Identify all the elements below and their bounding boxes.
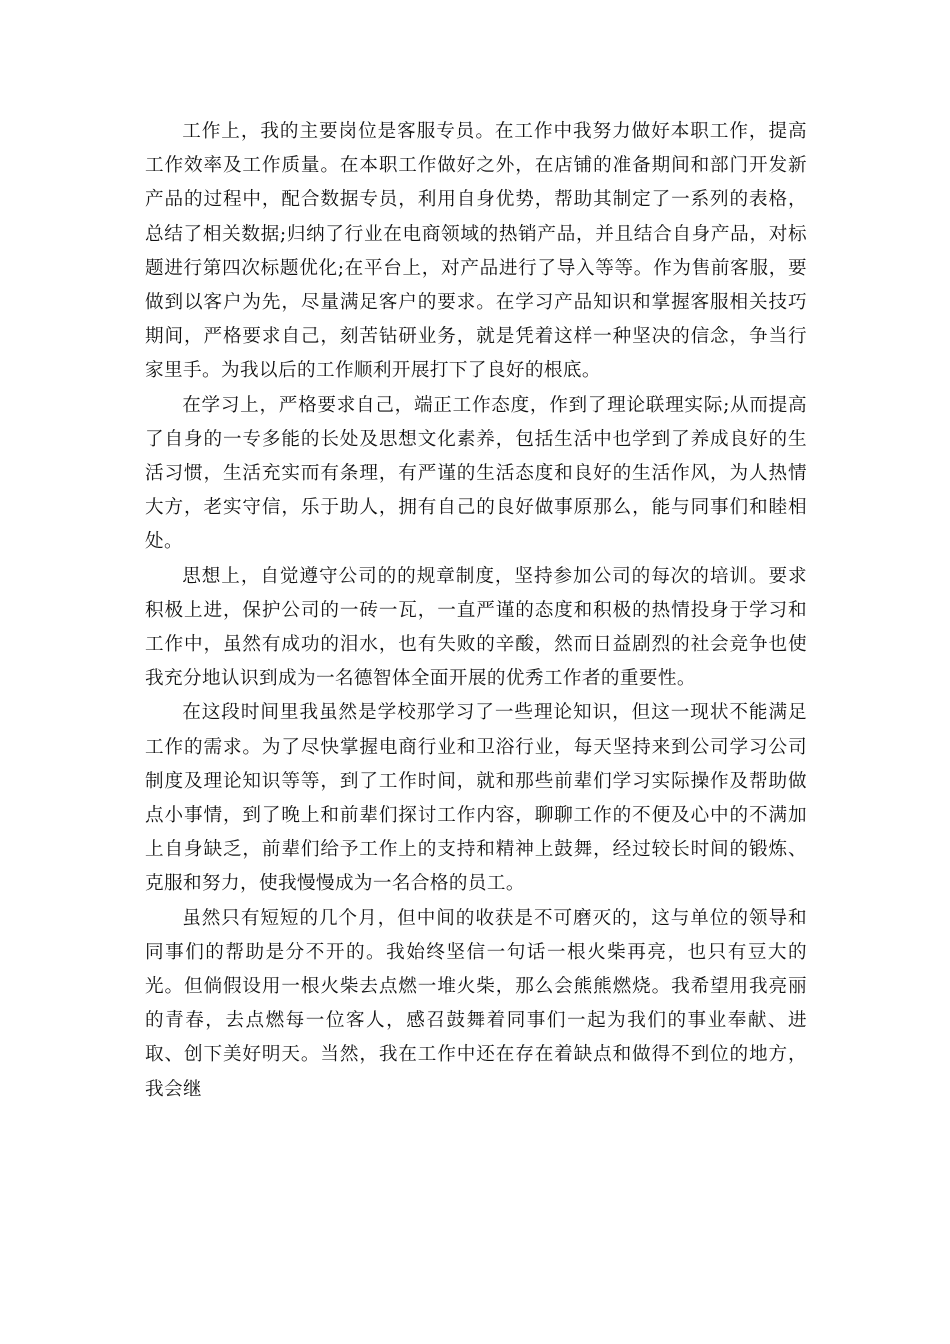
paragraph-gains: 虽然只有短短的几个月，但中间的收获是不可磨灭的，这与单位的领导和同事们的帮助是分不开的。我始终坚信一句话一根火柴再亮，也只有豆大的光。但倘假设用一根火柴去点燃一堆火柴，那么会熊熊燃烧。我希望用我亮丽的青春，去点燃每一位客人，感召鼓舞着同事们一起为我们的事业奉献、进取、创下美好明天。当然，我在工作中还在存在着缺点和做得不到位的地方，我会继 xyxy=(145,907,807,1100)
document-body xyxy=(145,115,807,1107)
paragraph-period: 在这段时间里我虽然是学校那学习了一些理论知识，但这一现状不能满足工作的需求。为了尽快掌握电商行业和卫浴行业，每天坚持来到公司学习公司制度及理论知识等等，到了工作时间，就和那些前辈们学习实际操作及帮助做点小事情，到了晚上和前辈们探讨工作内容，聊聊工作的不便及心中的不满加上自身缺乏，前辈们给予工作上的支持和精神上鼓舞，经过较长时间的锻炼、克服和努力，使我慢慢成为一名合格的员工。 xyxy=(145,702,807,895)
paragraph-work: 工作上，我的主要岗位是客服专员。在工作中我努力做好本职工作，提高工作效率及工作质量。在本职工作做好之外，在店铺的准备期间和部门开发新产品的过程中，配合数据专员，利用自身优势，帮助其制定了一系列的表格，总结了相关数据;归纳了行业在电商领域的热销产品，并且结合自身产品，对标题进行第四次标题优化;在平台上，对产品进行了导入等等。作为售前客服，要做到以客户为先，尽量满足客户的要求。在学习产品知识和掌握客服相关技巧期间，严格要求自己，刻苦钻研业务，就是凭着这样一种坚决的信念，争当行家里手。为我以后的工作顺利开展打下了良好的根底。 xyxy=(145,121,807,382)
paragraph-thought: 思想上，自觉遵守公司的的规章制度，坚持参加公司的每次的培训。要求积极上进，保护公司的一砖一瓦，一直严谨的态度和积极的热情投身于学习和工作中，虽然有成功的泪水，也有失败的辛酸，然而日益剧烈的社会竞争也使我充分地认识到成为一名德智体全面开展的优秀工作者的重要性。 xyxy=(145,565,807,690)
paragraph-study: 在学习上，严格要求自己，端正工作态度，作到了理论联理实际;从而提高了自身的一专多能的长处及思想文化素养，包括生活中也学到了养成良好的生活习惯，生活充实而有条理，有严谨的生活态度和良好的生活作风，为人热情大方，老实守信，乐于助人，拥有自己的良好做事原那么，能与同事们和睦相处。 xyxy=(145,394,807,553)
